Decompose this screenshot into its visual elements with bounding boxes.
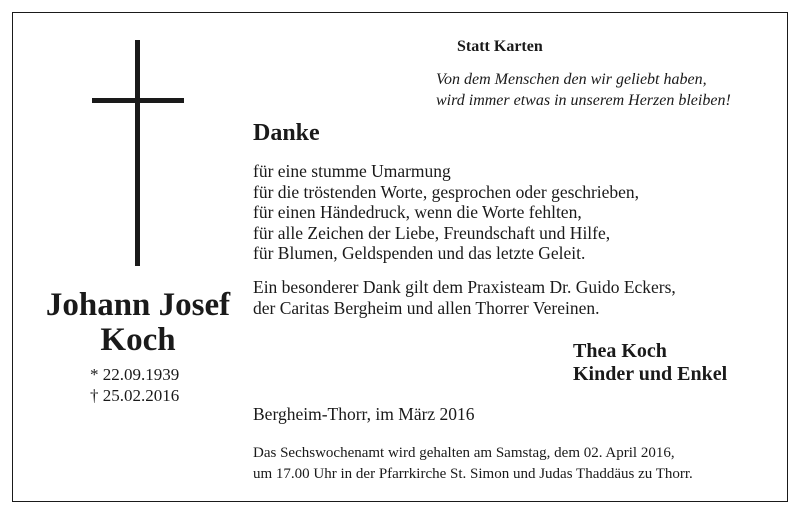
cross-vertical-bar (135, 40, 140, 266)
signature-name: Thea Koch (573, 340, 667, 362)
deceased-name (40, 288, 236, 358)
service-line: um 17.00 Uhr in der Pfarrkirche St. Simon und Judas Thaddäus zu Thorr. (253, 466, 693, 482)
thanks-line: für einen Händedruck, wenn die Worte fehlten, (253, 202, 582, 222)
thanks-line: für Blumen, Geldspenden und das letzte Geleit. (253, 243, 586, 263)
thanks-line: für die tröstenden Worte, gesprochen oder geschrieben, (253, 181, 640, 202)
special-thanks-line: Ein besonderer Dank gilt dem Praxisteam Dr. Guido Eckers, (253, 277, 676, 297)
service-notice (253, 443, 693, 485)
service-line: Das Sechswochenamt wird gehalten am Samstag, dem 02. April 2016, (253, 445, 675, 461)
statt-karten-heading: Statt Karten (457, 38, 543, 55)
place-date: Bergheim-Thorr, im März 2016 (253, 404, 475, 424)
deceased-name-first: Johann Josef (45, 287, 231, 323)
motto-line: wird immer etwas in unserem Herzen bleiben! (436, 92, 731, 109)
thanks-line: für alle Zeichen der Liebe, Freundschaft und Hilfe, (253, 222, 611, 243)
cross-horizontal-bar (92, 98, 184, 103)
birth-date: * 22.09.1939 (90, 365, 180, 384)
motto-line: Von dem Menschen den wir geliebt haben, (436, 71, 707, 88)
thanks-list (253, 161, 639, 264)
signature-family: Kinder und Enkel (573, 363, 728, 385)
motto-quote (436, 69, 731, 111)
special-thanks (253, 277, 676, 318)
deceased-name-last: Koch (100, 322, 176, 358)
signature (573, 340, 727, 386)
thanks-title: Danke (253, 120, 320, 146)
death-date: † 25.02.2016 (90, 386, 180, 405)
life-dates (90, 364, 179, 406)
thanks-line: für eine stumme Umarmung (253, 161, 451, 181)
special-thanks-line: der Caritas Bergheim und allen Thorrer Vereinen. (253, 297, 600, 318)
